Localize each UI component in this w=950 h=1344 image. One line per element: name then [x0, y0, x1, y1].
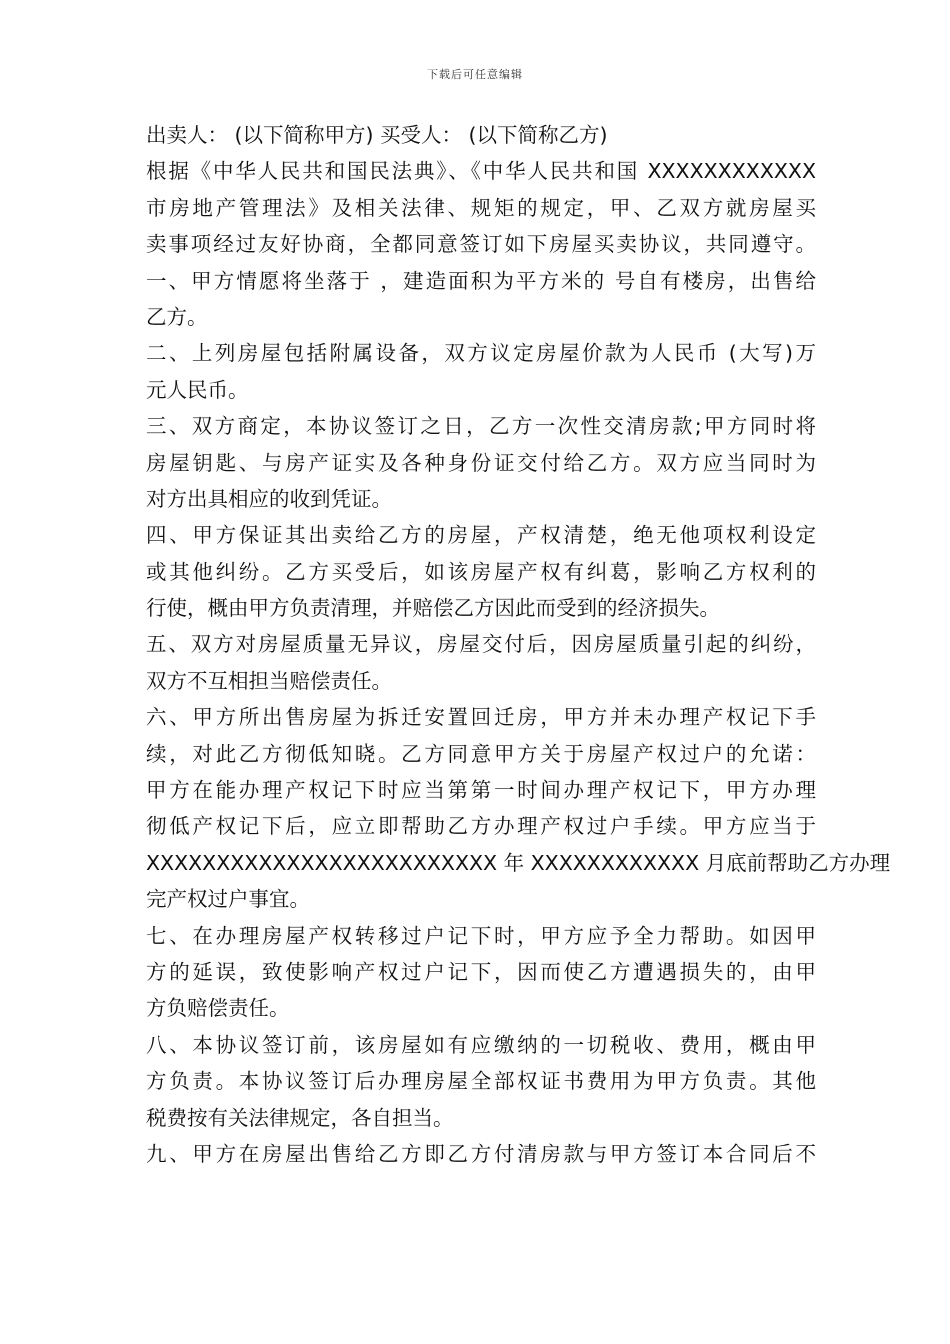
header-note: 下载后可任意编辑 [427, 68, 523, 81]
text-line: 方负责。本协议签订后办理房屋全部权证书费用为甲方负责。其他 [146, 1069, 816, 1094]
text-line: 五、双方对房屋质量无异议，房屋交付后，因房屋质量引起的纠纷， [146, 632, 816, 657]
text-line: 六、甲方所出售房屋为拆迁安置回迁房，甲方并未办理产权记下手 [146, 705, 816, 730]
text-line: 方负赔偿责任。 [146, 996, 290, 1021]
text-line: 市房地产管理法》及相关法律、规矩的规定，甲、乙双方就房屋买 [146, 195, 816, 220]
text-line: 一、甲方情愿将坐落于 ，建造面积为平方米的 号自有楼房，出售给 [146, 268, 816, 293]
text-line: 二、上列房屋包括附属设备，双方议定房屋价款为人民币 (大写)万 [146, 341, 816, 366]
text-line: 甲方在能办理产权记下时应当第第一时间办理产权记下，甲方办理 [146, 778, 816, 803]
text-line: 双方不互相担当赔偿责任。 [146, 668, 392, 693]
text-line: 对方出具相应的收到凭证。 [146, 486, 392, 511]
contract-body [146, 117, 891, 1172]
text-line: 方的延误，致使影响产权过户记下，因而使乙方遭遇损失的，由甲 [146, 959, 816, 984]
text-line: 或其他纠纷。乙方买受后，如该房屋产权有纠葛，影响乙方权利的 [146, 559, 816, 584]
text-line: XXXXXXXXXXXXXXXXXXXXXXXXX 年 XXXXXXXXXXXX 月底前帮助乙方办理 [146, 850, 891, 875]
text-line: 四、甲方保证其出卖给乙方的房屋，产权清楚，绝无他项权利设定 [146, 523, 816, 548]
text-line: 元人民币。 [146, 377, 249, 402]
text-line: 九、甲方在房屋出售给乙方即乙方付清房款与甲方签订本合同后不 [146, 1141, 816, 1166]
text-line: 税费按有关法律规定，各自担当。 [146, 1105, 454, 1130]
text-line: 八、本协议签订前，该房屋如有应缴纳的一切税收、费用，概由甲 [146, 1032, 816, 1057]
text-line: 房屋钥匙、与房产证实及各种身份证交付给乙方。双方应当同时为 [146, 450, 816, 475]
text-line: 七、在办理房屋产权转移过户记下时，甲方应予全力帮助。如因甲 [146, 923, 816, 948]
text-line: 彻低产权记下后，应立即帮助乙方办理产权过户手续。甲方应当于 [146, 814, 816, 839]
text-line: 出卖人： (以下简称甲方) 买受人： (以下简称乙方) [146, 123, 608, 147]
text-line: 行使，概由甲方负责清理，并赔偿乙方因此而受到的经济损失。 [146, 596, 720, 621]
text-line: 根据《中华人民共和国民法典》、《中华人民共和国 XXXXXXXXXXXX [146, 159, 816, 184]
text-line: 完产权过户事宜。 [146, 887, 310, 912]
text-line: 三、双方商定，本协议签订之日，乙方一次性交清房款;甲方同时将 [146, 414, 816, 439]
text-line: 乙方。 [146, 304, 208, 329]
text-line: 续，对此乙方彻低知晓。乙方同意甲方关于房屋产权过户的允诺： [146, 741, 816, 766]
text-line: 卖事项经过友好协商，全都同意签订如下房屋买卖协议，共同遵守。 [146, 232, 816, 257]
